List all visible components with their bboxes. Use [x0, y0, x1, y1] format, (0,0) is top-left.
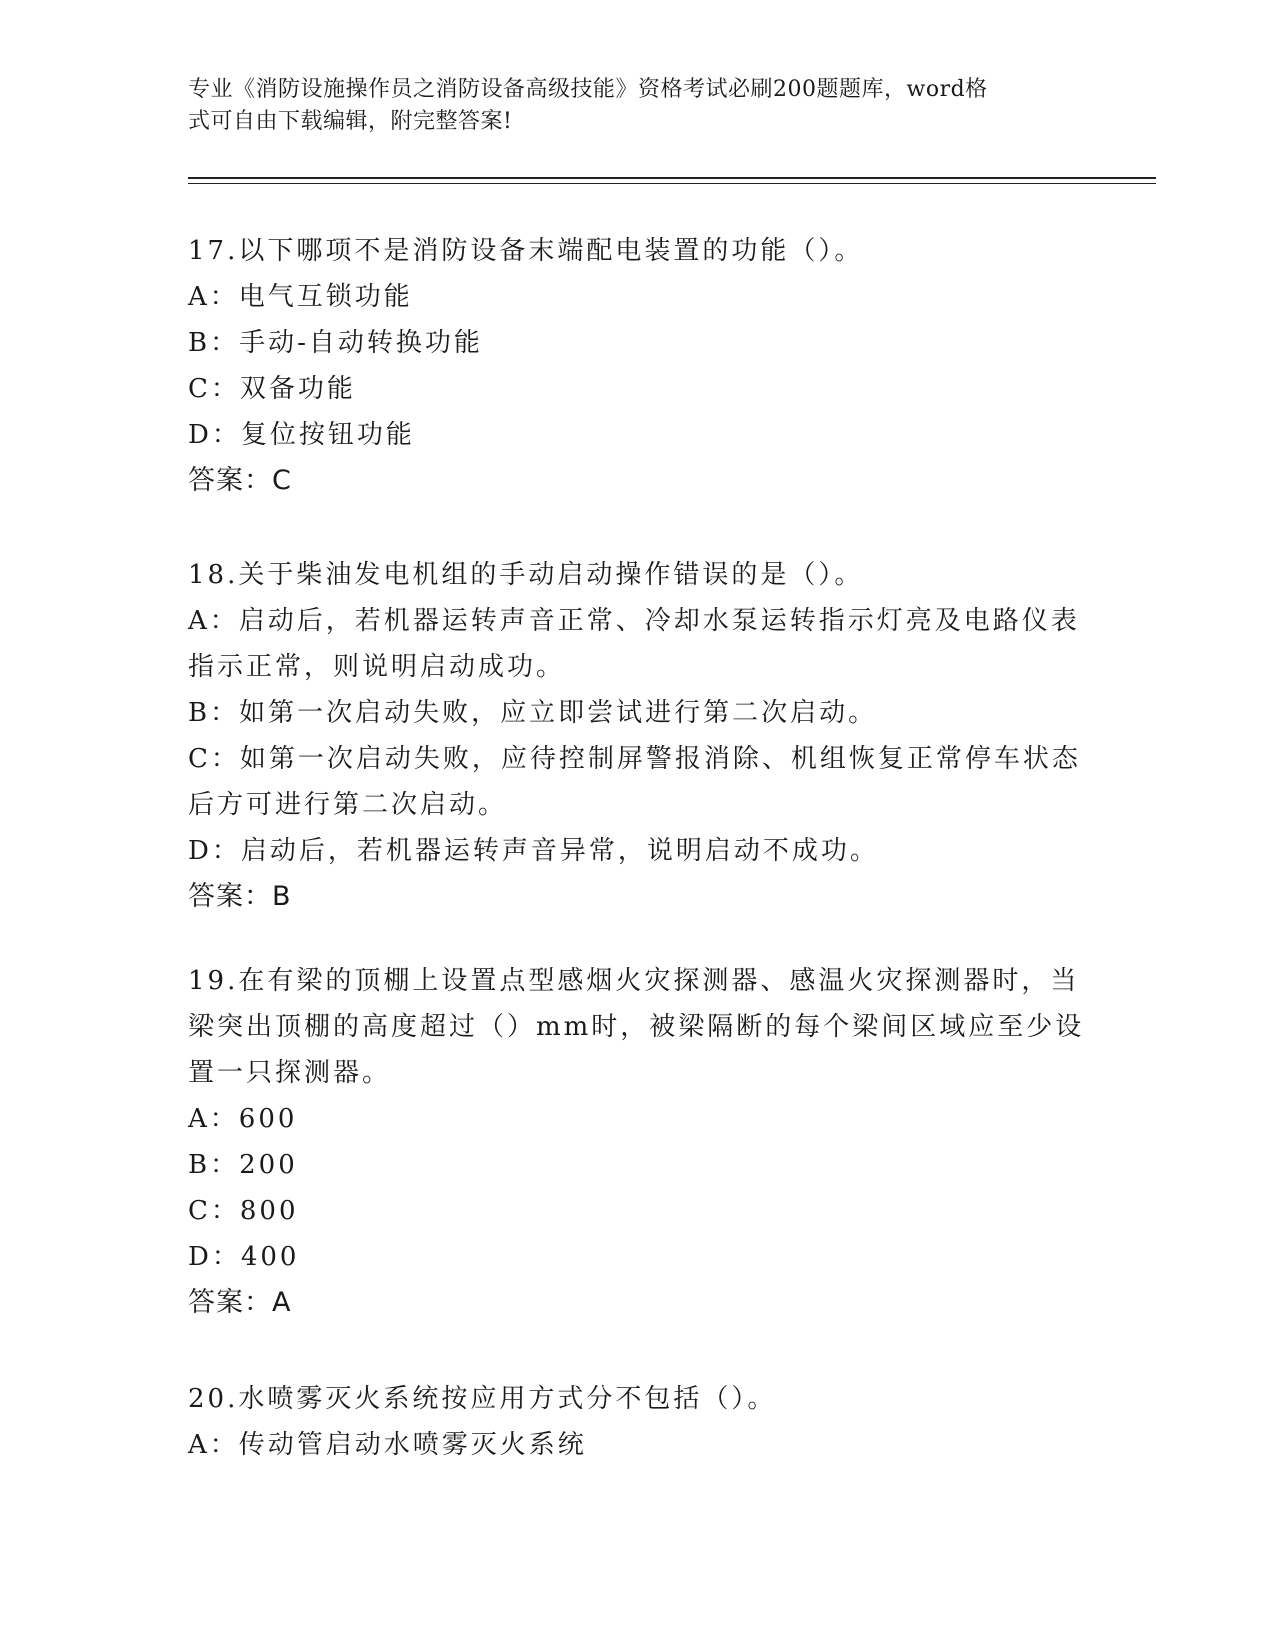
question-18-answer: 答案：B	[188, 881, 292, 912]
question-20-stem: 20.水喷雾灭火系统按应用方式分不包括（）。	[188, 1384, 777, 1414]
question-18-option-a-line-2: 指示正常，则说明启动成功。	[188, 652, 566, 682]
header-line-2: 式可自由下载编辑，附完整答案!	[188, 109, 513, 134]
question-18-option-a-line-1: A：启动后，若机器运转声音正常、冷却水泵运转指示灯亮及电路仪表	[188, 606, 1080, 636]
question-17-option-a: A：电气互锁功能	[188, 282, 413, 312]
question-18-option-b: B：如第一次启动失败，应立即尝试进行第二次启动。	[188, 698, 878, 728]
question-19-option-c: C：800	[188, 1196, 299, 1226]
question-19	[188, 958, 1088, 1326]
question-18-option-c-line-1: C：如第一次启动失败，应待控制屏警报消除、机组恢复正常停车状态	[188, 744, 1081, 774]
question-17-answer: 答案：C	[188, 465, 292, 496]
header-divider-thick	[188, 177, 1156, 179]
question-17-option-b: B：手动-自动转换功能	[188, 328, 483, 358]
question-18-stem: 18.关于柴油发电机组的手动启动操作错误的是（）。	[188, 560, 864, 590]
question-18	[188, 552, 1088, 920]
question-19-option-a: A：600	[188, 1104, 298, 1134]
question-19-stem-line-1: 19.在有梁的顶棚上设置点型感烟火灾探测器、感温火灾探测器时，当	[188, 966, 1080, 996]
header-divider-thin	[188, 183, 1156, 184]
question-19-option-d: D：400	[188, 1242, 300, 1272]
question-20	[188, 1376, 1088, 1468]
question-17-option-d: D：复位按钮功能	[188, 420, 415, 450]
question-19-stem-line-2: 梁突出顶棚的高度超过（）mm时，被梁隔断的每个梁间区域应至少设	[188, 1012, 1085, 1042]
document-header	[188, 74, 1068, 138]
question-17-option-c: C：双备功能	[188, 374, 356, 404]
question-19-answer: 答案：A	[188, 1287, 292, 1318]
question-19-stem-line-3: 置一只探测器。	[188, 1058, 392, 1088]
question-17	[188, 228, 1088, 504]
question-18-option-c-line-2: 后方可进行第二次启动。	[188, 790, 508, 820]
header-line-1: 专业《消防设施操作员之消防设备高级技能》资格考试必刷200题题库，word格	[188, 77, 988, 102]
question-19-option-b: B：200	[188, 1150, 298, 1180]
question-18-option-d: D：启动后，若机器运转声音异常，说明启动不成功。	[188, 836, 879, 866]
question-17-stem: 17.以下哪项不是消防设备末端配电装置的功能（）。	[188, 236, 864, 266]
question-20-option-a: A：传动管启动水喷雾灭火系统	[188, 1430, 587, 1460]
